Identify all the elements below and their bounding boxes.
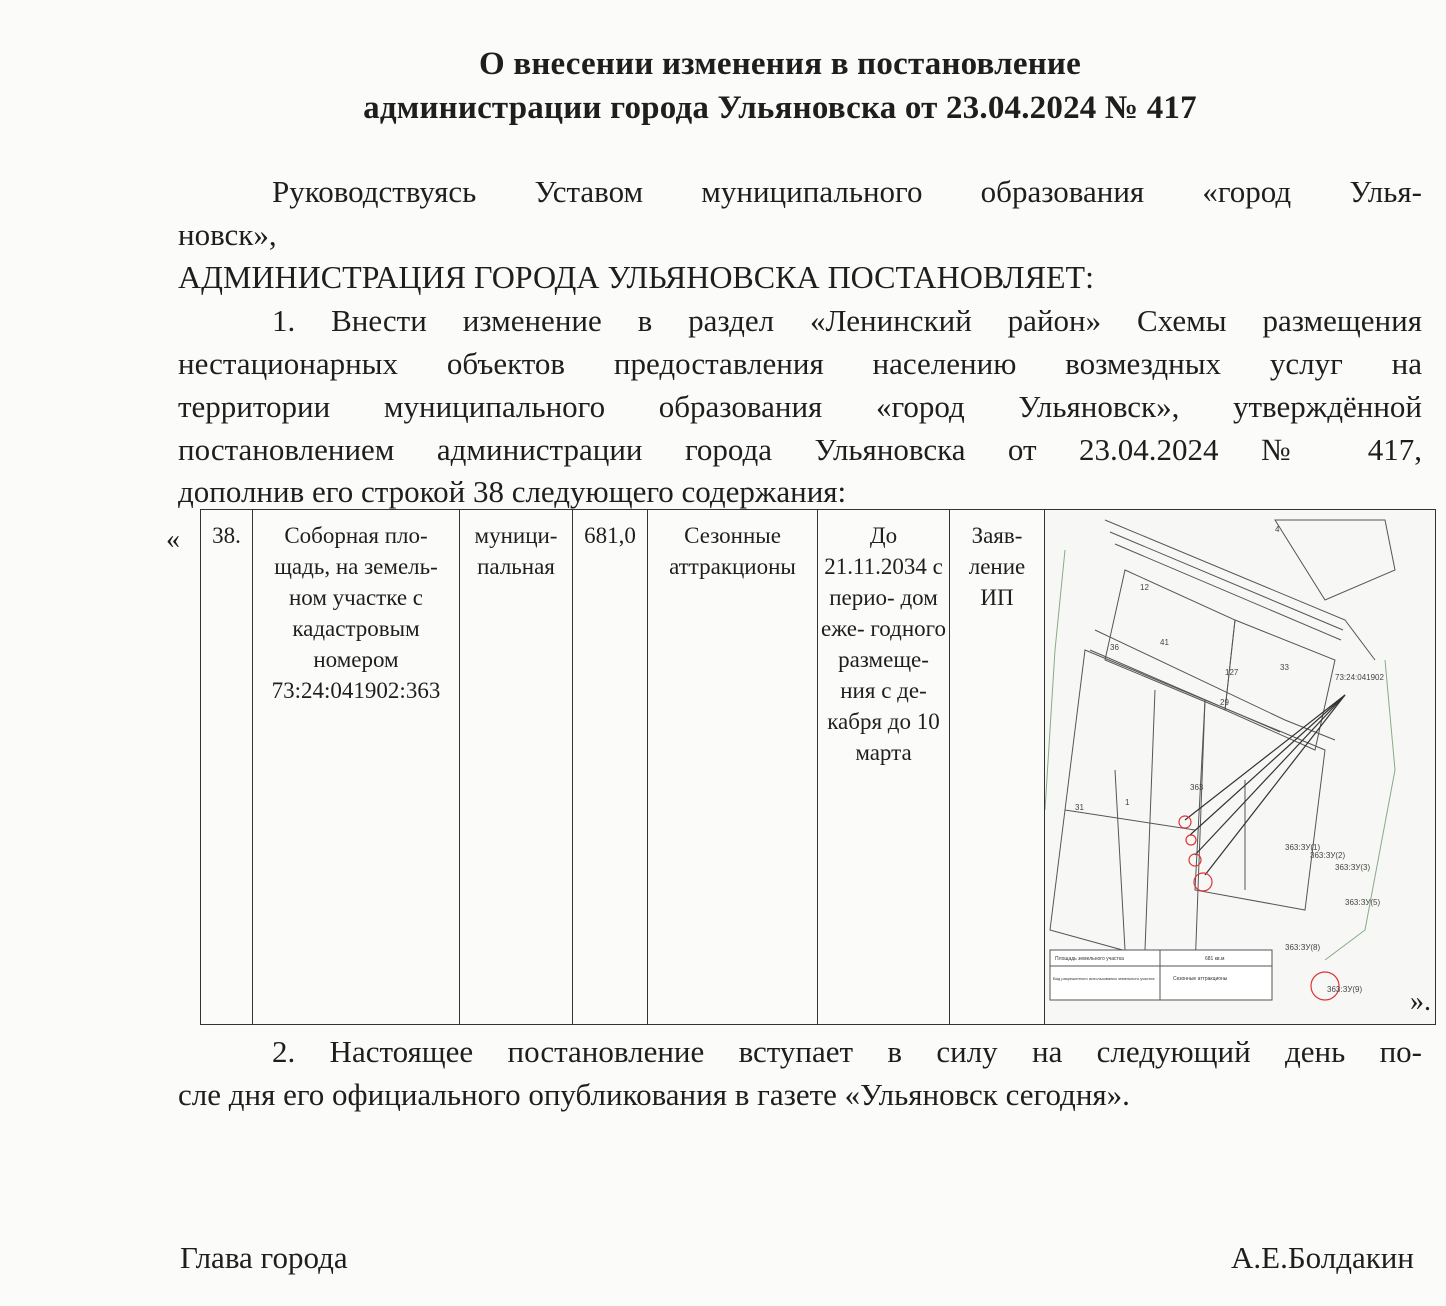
map-legend: [1050, 950, 1272, 1000]
quote-open: «: [166, 524, 180, 555]
item1-line-5: дополнив его строкой 38 следующего содержания:: [178, 474, 847, 509]
map-label: 31: [1075, 803, 1084, 812]
map-label: 41: [1160, 638, 1169, 647]
row-period: До 21.11.2034 с перио- дом еже- годного размеще- ния с де- кабря до 10 марта: [818, 510, 950, 1025]
item1-line-1: 1. Внести изменение в раздел «Ленинский район» Схемы размещения: [272, 303, 1422, 338]
item2-line-1: 2. Настоящее постановление вступает в силу на следующий день по-: [272, 1034, 1422, 1069]
map-label: 4: [1275, 525, 1280, 534]
row-type: Сезонные аттракционы: [648, 510, 818, 1025]
item1-line-2: нестационарных объектов предоставления населению возмездных услуг на: [178, 346, 1422, 381]
parcel-lines: [1045, 520, 1395, 970]
cadastral-map-cell: [1045, 510, 1436, 1025]
signature-position: Глава города: [180, 1240, 348, 1275]
row-basis: Заяв- ление ИП: [950, 510, 1045, 1025]
map-label: 33: [1280, 663, 1289, 672]
map-label: 29: [1220, 698, 1229, 707]
map-label: 363:ЗУ(8): [1285, 943, 1321, 952]
map-label: 363:ЗУ(2): [1310, 851, 1346, 860]
preamble-line-1: Руководствуясь Уставом муниципального образования «город Улья-: [272, 174, 1422, 209]
row-ownership: муници- пальная: [460, 510, 573, 1025]
map-labels: [1075, 525, 1384, 994]
legend-cell: Сезонные аттракционы: [1173, 976, 1228, 982]
map-label: 1: [1125, 798, 1130, 807]
document-title: [0, 42, 1446, 130]
table-row: [201, 510, 1436, 1025]
item2-line-2: сле дня его официального опубликования в газете «Ульяновск сегодня».: [178, 1077, 1130, 1112]
map-label: 363:ЗУ(1): [1285, 843, 1321, 852]
schedule-row-table: [200, 509, 1436, 1025]
decree-statement: АДМИНИСТРАЦИЯ ГОРОДА УЛЬЯНОВСКА ПОСТАНОВЛЯЕТ:: [178, 259, 1094, 295]
map-label: 36: [1110, 643, 1119, 652]
cadastral-map: [1045, 510, 1434, 1024]
item1-line-4: постановлением администрации города Ульяновска от 23.04.2024 № 417,: [178, 432, 1422, 467]
item1-line-3: территории муниципального образования «город Ульяновск», утверждённой: [178, 389, 1422, 424]
row-area: 681,0: [573, 510, 648, 1025]
title-line-2: администрации города Ульяновска от 23.04.2024 № 417: [363, 90, 1197, 126]
title-line-1: О внесении изменения в постановление: [479, 46, 1081, 82]
map-label: 363: [1190, 783, 1204, 792]
map-label: 363:ЗУ(5): [1345, 898, 1381, 907]
signature-name: А.Е.Болдакин: [1231, 1240, 1414, 1275]
map-label: 363:ЗУ(3): [1335, 863, 1371, 872]
map-label: 73:24:041902: [1335, 673, 1384, 682]
map-label: 12: [1140, 583, 1149, 592]
map-label: 363:ЗУ(9): [1327, 985, 1363, 994]
map-label: 127: [1225, 668, 1239, 677]
row-location: Соборная пло- щадь, на земель- ном участке с кадастровым номером 73:24:041902:363: [253, 510, 460, 1025]
row-number: 38.: [201, 510, 253, 1025]
preamble-line-2: новск»,: [178, 217, 277, 252]
quote-close: ».: [1410, 986, 1431, 1017]
legend-cell: 681 кв.м: [1205, 956, 1225, 962]
legend-cell: Вид разрешенного использования земельного участка: [1053, 976, 1155, 981]
legend-cell: Площадь земельного участка: [1055, 956, 1124, 962]
